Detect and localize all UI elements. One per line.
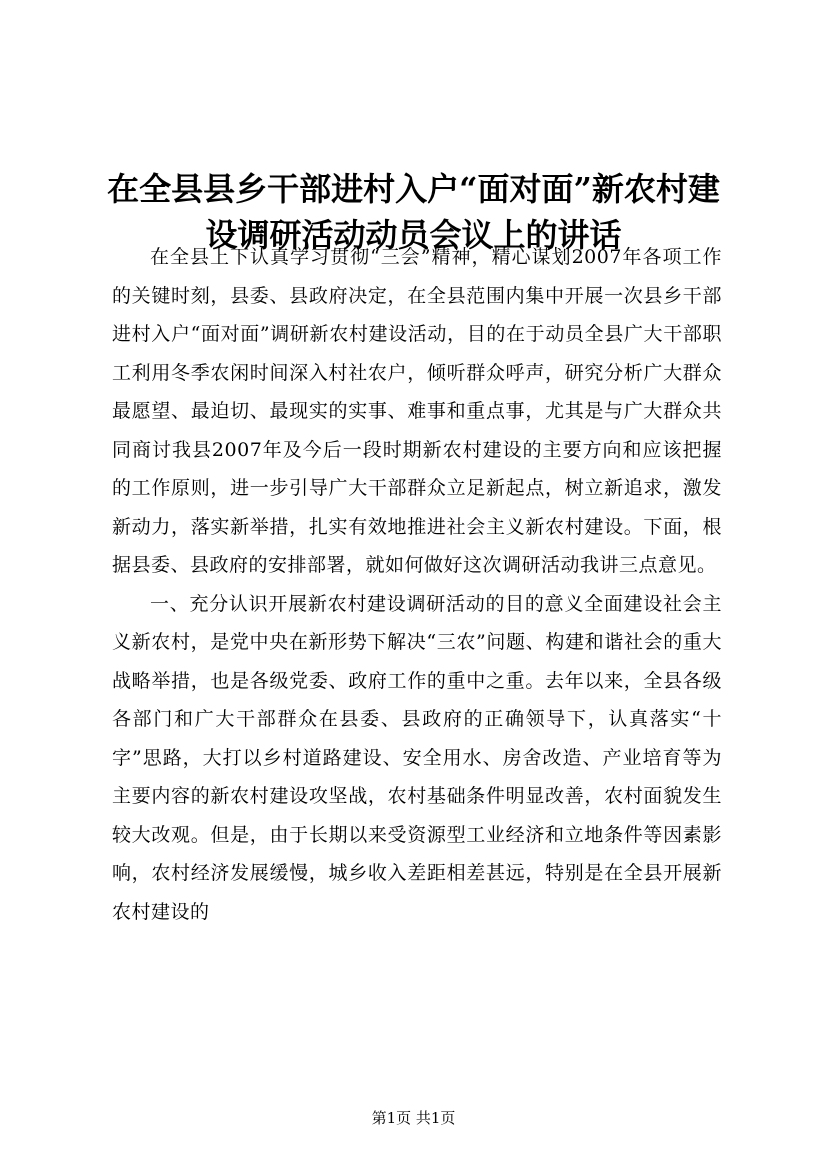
document-title: 在全县县乡干部进村入户“面对面”新农村建设调研活动动员会议上的讲话: [107, 170, 720, 255]
page-footer: 第1页 共1页: [371, 1109, 456, 1127]
paragraph-section-one: 一、充分认识开展新农村建设调研活动的目的意义全面建设社会主义新农村，是党中央在新形势下解决“三农”问题、构建和谐社会的重大战略举措，也是各级党委、政府工作的重中之重。去年以来，全县各级各部门和广大干部群众在县委、县政府的正确领导下，认真落实“十字”思路，大打以乡村道路建设、安全用水、房舍改造、产业培育等为主要内容的新农村建设攻坚战，农村基础条件明显改善，农村面貌发生较大改观。但是，由于长期以来受资源型工业经济和立地条件等因素影响，农村经济发展缓慢，城乡收入差距相差甚远，特别是在全县开展新农村建设的: [112, 592, 722, 923]
document-body: [112, 238, 722, 931]
paragraph-intro: 在全县上下认真学习贯彻“三会”精神，精心谋划2007年各项工作的关键时刻，县委、县政府决定，在全县范围内集中开展一次县乡干部进村入户“面对面”调研新农村建设活动，目的在于动员全县广大干部职工利用冬季农闲时间深入村社农户，倾听群众呼声，研究分析广大群众最愿望、最迫切、最现实的实事、难事和重点事，尤其是与广大群众共同商讨我县2007年及今后一段时期新农村建设的主要方向和应该把握的工作原则，进一步引导广大干部群众立足新起点，树立新追求，激发新动力，落实新举措，扎实有效地推进社会主义新农村建设。下面，根据县委、县政府的安排部署，就如何做好这次调研活动我讲三点意见。: [112, 246, 722, 576]
